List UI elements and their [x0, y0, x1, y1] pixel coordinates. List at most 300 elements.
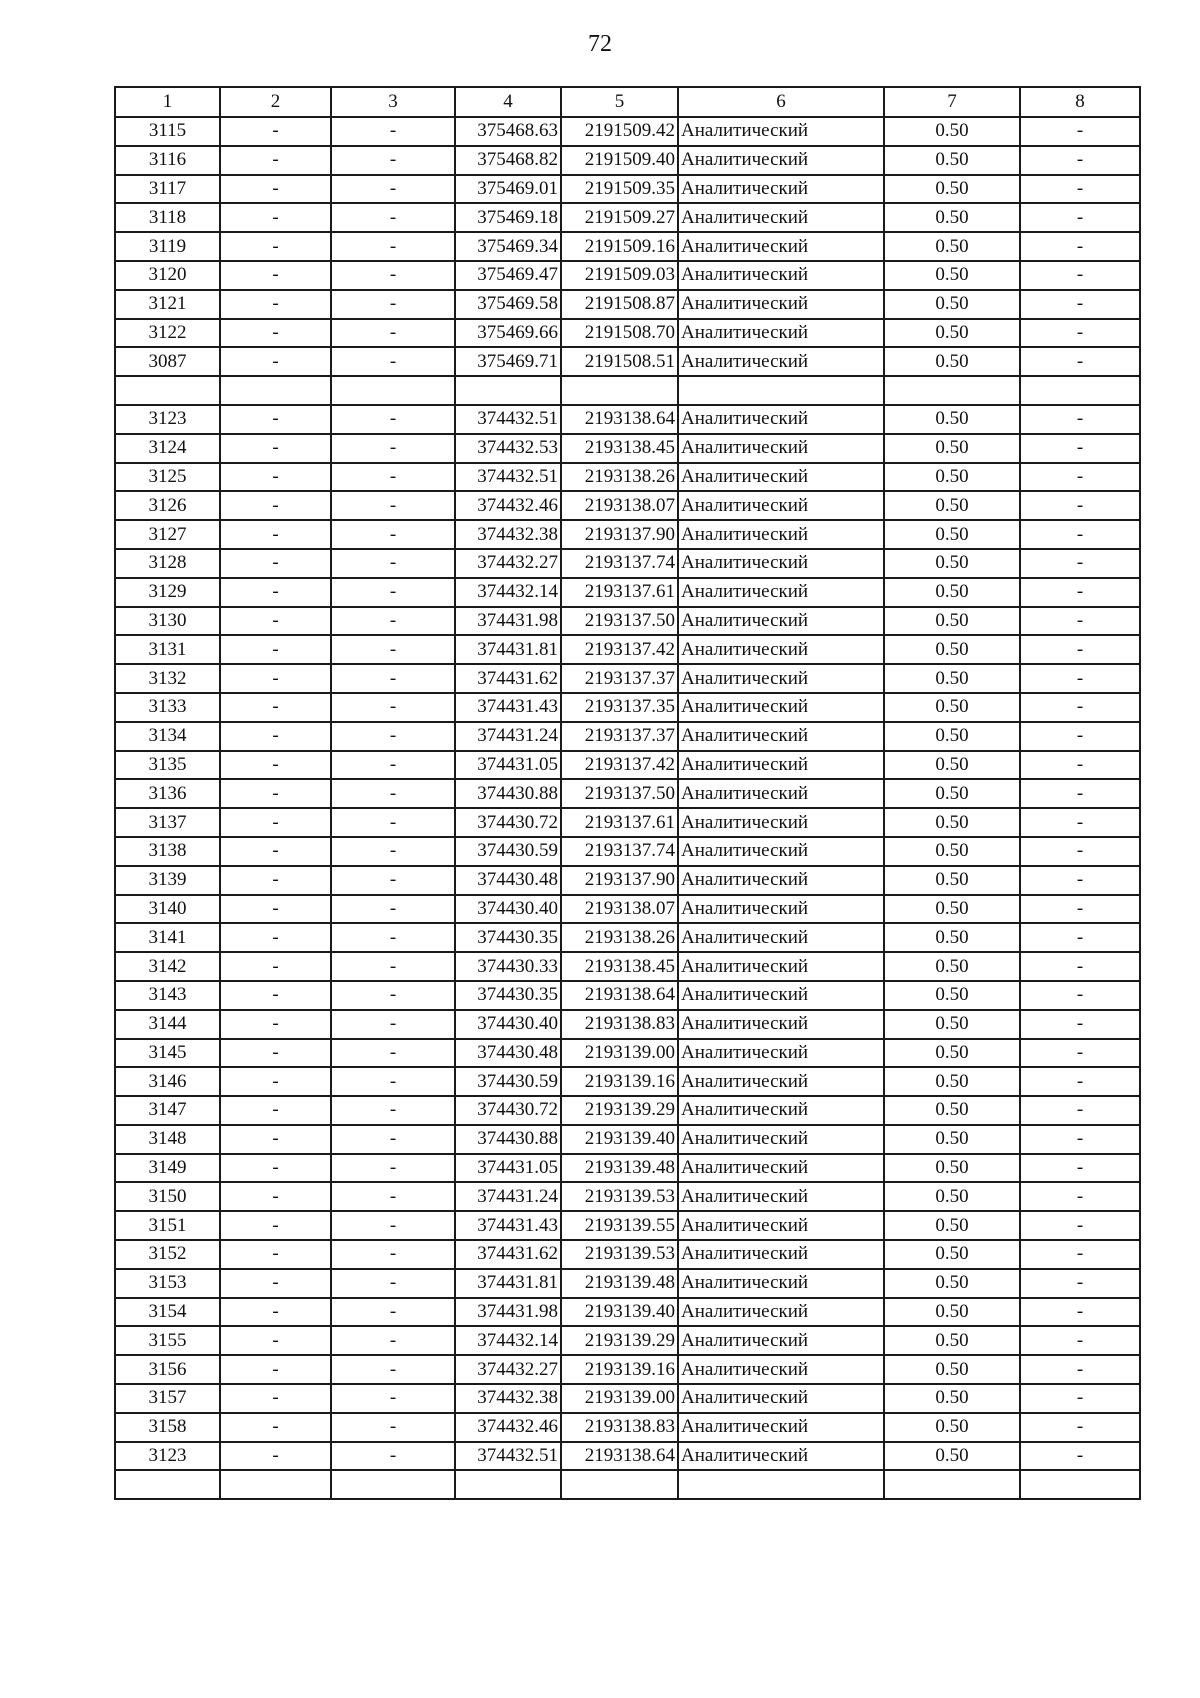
col8-value-cell: -: [1020, 175, 1140, 204]
col3-value-cell: -: [331, 520, 455, 549]
point-number-cell: 3127: [115, 520, 220, 549]
accuracy-cell: 0.50: [884, 1154, 1020, 1183]
table-row: [115, 722, 1140, 751]
accuracy-cell: 0.50: [884, 175, 1020, 204]
header-cell-2: 2: [220, 87, 331, 117]
col2-value-cell: -: [220, 1355, 331, 1384]
method-cell: Аналитический: [678, 635, 884, 664]
col3-value-cell: -: [331, 434, 455, 463]
table-row: [115, 578, 1140, 607]
table-row: [115, 491, 1140, 520]
col2-value-cell: -: [220, 175, 331, 204]
col3-value-cell: -: [331, 1211, 455, 1240]
accuracy-cell: 0.50: [884, 319, 1020, 348]
col8-value-cell: -: [1020, 578, 1140, 607]
col3-value-cell: -: [331, 203, 455, 232]
method-cell: [678, 376, 884, 405]
y-coordinate-cell: 2193137.50: [561, 607, 678, 636]
table-row: [115, 607, 1140, 636]
col2-value-cell: -: [220, 693, 331, 722]
method-cell: Аналитический: [678, 1096, 884, 1125]
col8-value-cell: -: [1020, 866, 1140, 895]
method-cell: Аналитический: [678, 491, 884, 520]
table-row: [115, 434, 1140, 463]
x-coordinate-cell: 374430.33: [455, 952, 561, 981]
method-cell: Аналитический: [678, 722, 884, 751]
accuracy-cell: 0.50: [884, 635, 1020, 664]
col8-value-cell: -: [1020, 1067, 1140, 1096]
x-coordinate-cell: 374432.14: [455, 578, 561, 607]
accuracy-cell: 0.50: [884, 607, 1020, 636]
accuracy-cell: 0.50: [884, 146, 1020, 175]
table-row: [115, 463, 1140, 492]
accuracy-cell: 0.50: [884, 808, 1020, 837]
y-coordinate-cell: 2191509.42: [561, 117, 678, 146]
point-number-cell: 3153: [115, 1269, 220, 1298]
x-coordinate-cell: 374432.51: [455, 405, 561, 434]
col3-value-cell: -: [331, 146, 455, 175]
col3-value-cell: -: [331, 1039, 455, 1068]
table-row: [115, 1010, 1140, 1039]
table-body: [115, 117, 1140, 1499]
x-coordinate-cell: 374432.46: [455, 1413, 561, 1442]
col8-value-cell: -: [1020, 664, 1140, 693]
col2-value-cell: -: [220, 520, 331, 549]
method-cell: Аналитический: [678, 1154, 884, 1183]
col3-value-cell: -: [331, 837, 455, 866]
accuracy-cell: 0.50: [884, 1413, 1020, 1442]
col2-value-cell: -: [220, 837, 331, 866]
y-coordinate-cell: 2193139.00: [561, 1039, 678, 1068]
method-cell: Аналитический: [678, 895, 884, 924]
accuracy-cell: 0.50: [884, 491, 1020, 520]
col8-value-cell: -: [1020, 232, 1140, 261]
col8-value-cell: -: [1020, 779, 1140, 808]
x-coordinate-cell: 374430.88: [455, 1125, 561, 1154]
x-coordinate-cell: 374430.40: [455, 1010, 561, 1039]
col8-value-cell: [1020, 1470, 1140, 1499]
accuracy-cell: 0.50: [884, 434, 1020, 463]
method-cell: Аналитический: [678, 175, 884, 204]
col2-value-cell: -: [220, 1442, 331, 1471]
col8-value-cell: [1020, 376, 1140, 405]
table-row: [115, 981, 1140, 1010]
col3-value-cell: -: [331, 1240, 455, 1269]
col3-value-cell: -: [331, 1269, 455, 1298]
col3-value-cell: -: [331, 981, 455, 1010]
method-cell: Аналитический: [678, 117, 884, 146]
col2-value-cell: -: [220, 146, 331, 175]
x-coordinate-cell: 375469.34: [455, 232, 561, 261]
col2-value-cell: [220, 1470, 331, 1499]
method-cell: Аналитический: [678, 952, 884, 981]
method-cell: [678, 1470, 884, 1499]
accuracy-cell: 0.50: [884, 895, 1020, 924]
col8-value-cell: -: [1020, 1269, 1140, 1298]
y-coordinate-cell: 2193138.83: [561, 1413, 678, 1442]
point-number-cell: 3118: [115, 203, 220, 232]
point-number-cell: 3156: [115, 1355, 220, 1384]
col2-value-cell: -: [220, 1269, 331, 1298]
x-coordinate-cell: 374432.27: [455, 549, 561, 578]
point-number-cell: 3134: [115, 722, 220, 751]
point-number-cell: 3157: [115, 1384, 220, 1413]
accuracy-cell: 0.50: [884, 117, 1020, 146]
x-coordinate-cell: 375469.47: [455, 261, 561, 290]
y-coordinate-cell: 2193137.74: [561, 549, 678, 578]
x-coordinate-cell: 375469.71: [455, 347, 561, 376]
col3-value-cell: -: [331, 923, 455, 952]
method-cell: Аналитический: [678, 693, 884, 722]
col8-value-cell: -: [1020, 1154, 1140, 1183]
col2-value-cell: -: [220, 808, 331, 837]
method-cell: Аналитический: [678, 261, 884, 290]
col3-value-cell: -: [331, 664, 455, 693]
x-coordinate-cell: 374432.51: [455, 463, 561, 492]
y-coordinate-cell: 2193137.35: [561, 693, 678, 722]
method-cell: Аналитический: [678, 347, 884, 376]
col3-value-cell: -: [331, 722, 455, 751]
y-coordinate-cell: 2193137.61: [561, 808, 678, 837]
table-row: [115, 1125, 1140, 1154]
accuracy-cell: 0.50: [884, 1240, 1020, 1269]
col8-value-cell: -: [1020, 693, 1140, 722]
accuracy-cell: [884, 1470, 1020, 1499]
point-number-cell: 3143: [115, 981, 220, 1010]
col2-value-cell: -: [220, 1154, 331, 1183]
method-cell: Аналитический: [678, 232, 884, 261]
col8-value-cell: -: [1020, 1240, 1140, 1269]
y-coordinate-cell: 2193137.90: [561, 866, 678, 895]
accuracy-cell: 0.50: [884, 952, 1020, 981]
col8-value-cell: -: [1020, 117, 1140, 146]
col3-value-cell: -: [331, 290, 455, 319]
point-number-cell: 3149: [115, 1154, 220, 1183]
col8-value-cell: -: [1020, 1182, 1140, 1211]
table-row: [115, 808, 1140, 837]
col2-value-cell: -: [220, 1298, 331, 1327]
col8-value-cell: -: [1020, 146, 1140, 175]
col8-value-cell: -: [1020, 1384, 1140, 1413]
x-coordinate-cell: 374432.38: [455, 1384, 561, 1413]
y-coordinate-cell: 2193137.37: [561, 664, 678, 693]
y-coordinate-cell: 2193137.37: [561, 722, 678, 751]
col3-value-cell: -: [331, 1154, 455, 1183]
point-number-cell: [115, 1470, 220, 1499]
col3-value-cell: -: [331, 1384, 455, 1413]
col3-value-cell: -: [331, 232, 455, 261]
point-number-cell: 3145: [115, 1039, 220, 1068]
col3-value-cell: -: [331, 693, 455, 722]
col8-value-cell: -: [1020, 808, 1140, 837]
col8-value-cell: -: [1020, 1211, 1140, 1240]
x-coordinate-cell: 375468.63: [455, 117, 561, 146]
point-number-cell: 3136: [115, 779, 220, 808]
col2-value-cell: -: [220, 1010, 331, 1039]
col2-value-cell: -: [220, 232, 331, 261]
table-row: [115, 923, 1140, 952]
accuracy-cell: 0.50: [884, 1326, 1020, 1355]
accuracy-cell: 0.50: [884, 664, 1020, 693]
accuracy-cell: 0.50: [884, 779, 1020, 808]
y-coordinate-cell: 2193139.53: [561, 1182, 678, 1211]
method-cell: Аналитический: [678, 1240, 884, 1269]
col3-value-cell: -: [331, 1355, 455, 1384]
col8-value-cell: -: [1020, 549, 1140, 578]
y-coordinate-cell: 2191509.40: [561, 146, 678, 175]
x-coordinate-cell: 375469.58: [455, 290, 561, 319]
point-number-cell: 3123: [115, 1442, 220, 1471]
y-coordinate-cell: 2193139.55: [561, 1211, 678, 1240]
table-row: [115, 549, 1140, 578]
col3-value-cell: -: [331, 463, 455, 492]
point-number-cell: 3129: [115, 578, 220, 607]
col3-value-cell: -: [331, 1326, 455, 1355]
col8-value-cell: -: [1020, 1039, 1140, 1068]
y-coordinate-cell: 2193138.26: [561, 463, 678, 492]
col2-value-cell: -: [220, 866, 331, 895]
accuracy-cell: 0.50: [884, 203, 1020, 232]
accuracy-cell: 0.50: [884, 1298, 1020, 1327]
x-coordinate-cell: 374431.05: [455, 1154, 561, 1183]
y-coordinate-cell: 2193138.45: [561, 952, 678, 981]
col3-value-cell: -: [331, 319, 455, 348]
accuracy-cell: 0.50: [884, 1096, 1020, 1125]
point-number-cell: 3155: [115, 1326, 220, 1355]
x-coordinate-cell: 374430.59: [455, 837, 561, 866]
page-number: 72: [588, 31, 612, 57]
y-coordinate-cell: 2191509.35: [561, 175, 678, 204]
y-coordinate-cell: 2191509.27: [561, 203, 678, 232]
accuracy-cell: 0.50: [884, 981, 1020, 1010]
x-coordinate-cell: 374432.38: [455, 520, 561, 549]
col8-value-cell: -: [1020, 1010, 1140, 1039]
point-number-cell: 3115: [115, 117, 220, 146]
col3-value-cell: -: [331, 117, 455, 146]
col2-value-cell: -: [220, 405, 331, 434]
x-coordinate-cell: 375468.82: [455, 146, 561, 175]
y-coordinate-cell: 2193138.64: [561, 405, 678, 434]
point-number-cell: 3119: [115, 232, 220, 261]
table-row: [115, 751, 1140, 780]
x-coordinate-cell: 374432.27: [455, 1355, 561, 1384]
col8-value-cell: -: [1020, 895, 1140, 924]
y-coordinate-cell: 2193138.83: [561, 1010, 678, 1039]
table-row: [115, 232, 1140, 261]
x-coordinate-cell: 374431.98: [455, 607, 561, 636]
col3-value-cell: -: [331, 1067, 455, 1096]
col8-value-cell: -: [1020, 463, 1140, 492]
point-number-cell: 3142: [115, 952, 220, 981]
table-row: [115, 1182, 1140, 1211]
col2-value-cell: -: [220, 1182, 331, 1211]
x-coordinate-cell: 374432.14: [455, 1326, 561, 1355]
col3-value-cell: -: [331, 549, 455, 578]
col3-value-cell: -: [331, 779, 455, 808]
table-row: [115, 1298, 1140, 1327]
col3-value-cell: -: [331, 1182, 455, 1211]
x-coordinate-cell: 374431.62: [455, 1240, 561, 1269]
col8-value-cell: -: [1020, 635, 1140, 664]
col2-value-cell: -: [220, 347, 331, 376]
table-row: [115, 1096, 1140, 1125]
col8-value-cell: -: [1020, 290, 1140, 319]
method-cell: Аналитический: [678, 434, 884, 463]
accuracy-cell: 0.50: [884, 693, 1020, 722]
y-coordinate-cell: 2191508.70: [561, 319, 678, 348]
y-coordinate-cell: 2193139.40: [561, 1125, 678, 1154]
point-number-cell: 3137: [115, 808, 220, 837]
header-cell-6: 6: [678, 87, 884, 117]
table-row: [115, 1269, 1140, 1298]
point-number-cell: 3146: [115, 1067, 220, 1096]
col2-value-cell: -: [220, 664, 331, 693]
point-number-cell: 3154: [115, 1298, 220, 1327]
accuracy-cell: 0.50: [884, 463, 1020, 492]
table-row: [115, 1442, 1140, 1471]
y-coordinate-cell: 2191508.87: [561, 290, 678, 319]
method-cell: Аналитический: [678, 405, 884, 434]
x-coordinate-cell: 374430.88: [455, 779, 561, 808]
col2-value-cell: -: [220, 491, 331, 520]
accuracy-cell: [884, 376, 1020, 405]
col3-value-cell: -: [331, 1010, 455, 1039]
col3-value-cell: -: [331, 952, 455, 981]
y-coordinate-cell: 2191509.03: [561, 261, 678, 290]
col3-value-cell: -: [331, 866, 455, 895]
col8-value-cell: -: [1020, 722, 1140, 751]
col2-value-cell: -: [220, 1413, 331, 1442]
point-number-cell: 3087: [115, 347, 220, 376]
col2-value-cell: -: [220, 1211, 331, 1240]
table-row: [115, 837, 1140, 866]
x-coordinate-cell: 374431.24: [455, 1182, 561, 1211]
col8-value-cell: -: [1020, 491, 1140, 520]
y-coordinate-cell: [561, 1470, 678, 1499]
col2-value-cell: -: [220, 1067, 331, 1096]
method-cell: Аналитический: [678, 837, 884, 866]
y-coordinate-cell: 2193137.42: [561, 751, 678, 780]
col3-value-cell: -: [331, 347, 455, 376]
point-number-cell: 3117: [115, 175, 220, 204]
x-coordinate-cell: 374431.81: [455, 1269, 561, 1298]
col2-value-cell: -: [220, 722, 331, 751]
x-coordinate-cell: 374430.48: [455, 866, 561, 895]
table-row: [115, 866, 1140, 895]
method-cell: Аналитический: [678, 866, 884, 895]
y-coordinate-cell: 2193137.61: [561, 578, 678, 607]
x-coordinate-cell: 374431.43: [455, 1211, 561, 1240]
method-cell: Аналитический: [678, 549, 884, 578]
point-number-cell: 3135: [115, 751, 220, 780]
col3-value-cell: -: [331, 607, 455, 636]
point-number-cell: 3147: [115, 1096, 220, 1125]
y-coordinate-cell: 2191509.16: [561, 232, 678, 261]
col8-value-cell: -: [1020, 1326, 1140, 1355]
col2-value-cell: -: [220, 1096, 331, 1125]
y-coordinate-cell: 2193139.00: [561, 1384, 678, 1413]
header-cell-4: 4: [455, 87, 561, 117]
point-number-cell: 3124: [115, 434, 220, 463]
table-row: [115, 1240, 1140, 1269]
method-cell: Аналитический: [678, 779, 884, 808]
table-row: [115, 895, 1140, 924]
x-coordinate-cell: 374431.98: [455, 1298, 561, 1327]
col2-value-cell: -: [220, 779, 331, 808]
col8-value-cell: -: [1020, 520, 1140, 549]
method-cell: Аналитический: [678, 607, 884, 636]
method-cell: Аналитический: [678, 203, 884, 232]
col2-value-cell: -: [220, 463, 331, 492]
method-cell: Аналитический: [678, 664, 884, 693]
table-row: [115, 1384, 1140, 1413]
method-cell: Аналитический: [678, 1384, 884, 1413]
point-number-cell: 3122: [115, 319, 220, 348]
point-number-cell: 3131: [115, 635, 220, 664]
y-coordinate-cell: 2193139.53: [561, 1240, 678, 1269]
x-coordinate-cell: 374430.72: [455, 808, 561, 837]
col8-value-cell: -: [1020, 434, 1140, 463]
col2-value-cell: -: [220, 1125, 331, 1154]
col2-value-cell: -: [220, 290, 331, 319]
accuracy-cell: 0.50: [884, 722, 1020, 751]
point-number-cell: 3150: [115, 1182, 220, 1211]
method-cell: Аналитический: [678, 463, 884, 492]
col2-value-cell: -: [220, 981, 331, 1010]
x-coordinate-cell: 374430.59: [455, 1067, 561, 1096]
accuracy-cell: 0.50: [884, 1384, 1020, 1413]
col2-value-cell: -: [220, 635, 331, 664]
point-number-cell: 3138: [115, 837, 220, 866]
col3-value-cell: -: [331, 1096, 455, 1125]
x-coordinate-cell: [455, 376, 561, 405]
col3-value-cell: [331, 1470, 455, 1499]
y-coordinate-cell: 2193139.16: [561, 1355, 678, 1384]
point-number-cell: 3126: [115, 491, 220, 520]
accuracy-cell: 0.50: [884, 837, 1020, 866]
method-cell: Аналитический: [678, 1211, 884, 1240]
point-number-cell: 3144: [115, 1010, 220, 1039]
x-coordinate-cell: 375469.66: [455, 319, 561, 348]
col8-value-cell: -: [1020, 1125, 1140, 1154]
accuracy-cell: 0.50: [884, 549, 1020, 578]
col3-value-cell: -: [331, 261, 455, 290]
col2-value-cell: [220, 376, 331, 405]
col2-value-cell: -: [220, 923, 331, 952]
col3-value-cell: -: [331, 895, 455, 924]
col3-value-cell: -: [331, 1298, 455, 1327]
table-row: [115, 261, 1140, 290]
x-coordinate-cell: 374431.24: [455, 722, 561, 751]
y-coordinate-cell: 2193139.48: [561, 1154, 678, 1183]
coordinates-table: [114, 86, 1141, 1500]
col3-value-cell: -: [331, 1413, 455, 1442]
point-number-cell: 3139: [115, 866, 220, 895]
col2-value-cell: -: [220, 1384, 331, 1413]
accuracy-cell: 0.50: [884, 232, 1020, 261]
table-row: [115, 952, 1140, 981]
col2-value-cell: -: [220, 751, 331, 780]
col8-value-cell: -: [1020, 347, 1140, 376]
x-coordinate-cell: 374431.05: [455, 751, 561, 780]
y-coordinate-cell: 2193137.90: [561, 520, 678, 549]
method-cell: Аналитический: [678, 981, 884, 1010]
accuracy-cell: 0.50: [884, 1039, 1020, 1068]
y-coordinate-cell: 2193138.07: [561, 491, 678, 520]
method-cell: Аналитический: [678, 1326, 884, 1355]
x-coordinate-cell: [455, 1470, 561, 1499]
table-row: [115, 1355, 1140, 1384]
